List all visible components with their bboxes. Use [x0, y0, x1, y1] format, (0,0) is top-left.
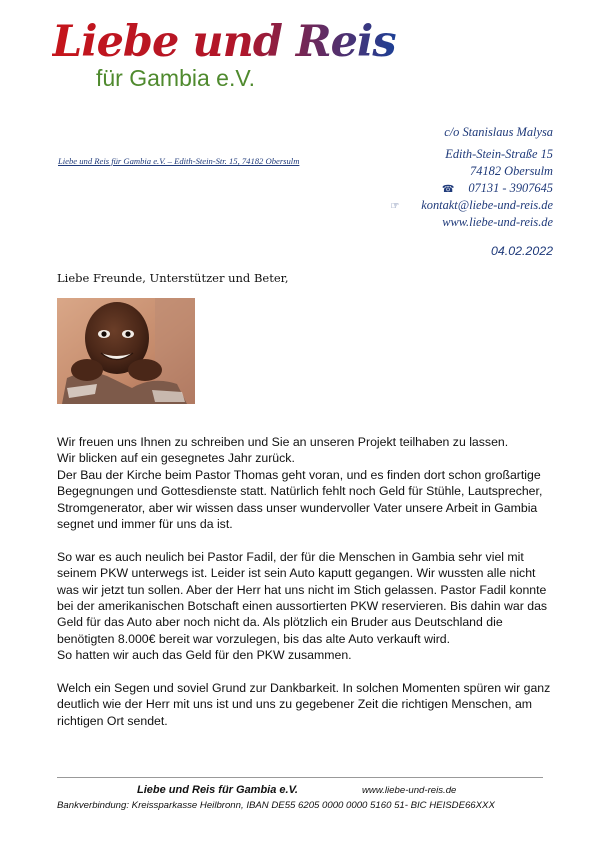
- letter-body: [57, 434, 557, 746]
- body-paragraph-year: Wir blicken auf ein gesegnetes Jahr zurück.: [57, 451, 295, 466]
- address-web[interactable]: www.liebe-und-reis.de: [442, 215, 553, 229]
- sender-return-line: Liebe und Reis für Gambia e.V. – Edith-Stein-Str. 15, 74182 Obersulm: [58, 156, 300, 166]
- phone-icon: ☎: [441, 184, 455, 195]
- body-paragraph-church: Der Bau der Kirche beim Pastor Thomas geht voran, und es finden dort schon großartige Begegnungen und Gottesdienste statt. Natürlich fehlt noch Geld für Stühle, Lautsprecher, Stromgenerator, aber wir wissen dass unser wundervoller Vater unsere Arbeit in Gambia segnet und immer für uns da ist.: [57, 467, 543, 532]
- hand-pointing-icon: ☞: [390, 201, 400, 212]
- address-street: Edith-Stein-Straße 15: [445, 147, 553, 161]
- footer-divider: [57, 777, 543, 778]
- address-email[interactable]: kontakt@liebe-und-reis.de: [421, 198, 553, 212]
- footer-bank-details: Bankverbindung: Kreissparkasse Heilbronn, IBAN DE55 6205 0000 0000 5160 51- BIC HEISDE66XXX: [57, 800, 495, 811]
- greeting: Liebe Freunde, Unterstützer und Beter,: [57, 271, 289, 285]
- body-paragraph-car: So war es auch neulich bei Pastor Fadil, der für die Menschen in Gambia sehr viel mit seinem PKW unterwegs ist. Leider ist sein Auto kaputt gegangen. Wir wussten alle nicht was wir jetzt tun sollen. Aber der Herr hat uns nicht im Stich gelassen. Pastor Fadil konnte bei der amerikanischen Botschaft einen aussortierten PKW reservieren. Bis dahin war das Geld für das Auto aber noch nicht da. Als plötzlich ein Bruder aus Deutschland die benötigten 8.000€ bereit war vorzulegen, bis das alte Auto verkauft wird.: [57, 549, 548, 646]
- address-phone-row: [390, 180, 553, 197]
- address-block: [390, 124, 553, 231]
- body-paragraph-car-end: So hatten wir auch das Geld für den PKW zusammen.: [57, 648, 352, 663]
- logo: [52, 17, 396, 94]
- logo-title-text: Liebe und Reis: [52, 17, 396, 67]
- logo-title: [52, 18, 396, 66]
- logo-subtitle: für Gambia e.V.: [96, 65, 255, 91]
- address-city: 74182 Obersulm: [470, 164, 553, 178]
- address-email-row: [390, 197, 553, 214]
- footer-org-name: Liebe und Reis für Gambia e.V.: [137, 784, 298, 796]
- letter-date: 04.02.2022: [490, 244, 553, 258]
- footer-website[interactable]: www.liebe-und-reis.de: [362, 785, 457, 796]
- child-photo: [57, 298, 195, 404]
- address-phone[interactable]: 07131 - 3907645: [468, 181, 553, 195]
- body-paragraph-blessing: Welch ein Segen und soviel Grund zur Dankbarkeit. In solchen Momenten spüren wir ganz deutlich wie der Herr mit uns ist und uns zu gegebener Zeit die richtigen Menschen, am richtigen Ort sendet.: [57, 681, 551, 728]
- body-paragraph-intro: Wir freuen uns Ihnen zu schreiben und Sie an unseren Projekt teilhaben zu lassen.: [57, 435, 509, 449]
- address-co: c/o Stanislaus Malysa: [444, 125, 553, 139]
